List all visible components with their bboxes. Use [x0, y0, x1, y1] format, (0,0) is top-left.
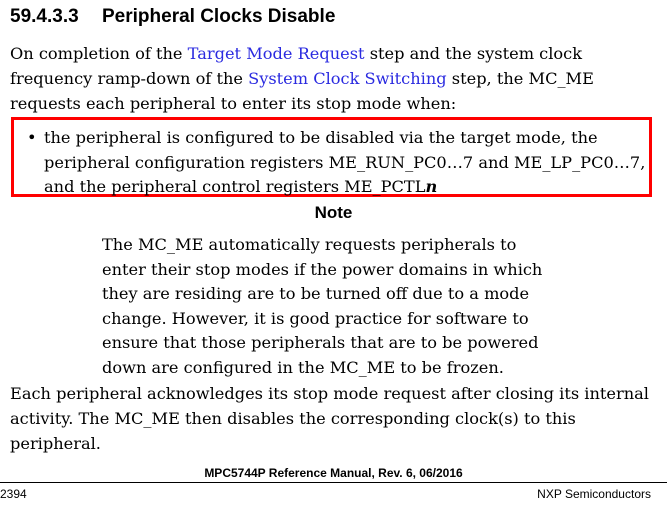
section-number: 59.4.3.3	[10, 6, 79, 27]
note-body: The MC_ME automatically requests peripherals to enter their stop modes if the power domains in which they are residing are to be turned off due to a mode change. However, it is good practice for software to ensure that those peripherals that are to be powered down are configured in the MC_ME to be frozen.	[102, 235, 543, 377]
note-title: Note	[314, 203, 353, 222]
footer-divider	[0, 482, 667, 483]
system-clock-switching-link[interactable]: System Clock Switching	[248, 69, 447, 88]
bullet-emphasis: n	[425, 177, 438, 196]
target-mode-request-link[interactable]: Target Mode Request	[187, 44, 365, 63]
intro-text-1: On completion of the	[10, 44, 188, 63]
intro-text-2: step and the system clock frequency ramp-down of the	[10, 44, 583, 88]
bullet-item	[44, 126, 648, 200]
section-heading	[10, 6, 335, 28]
intro-text-3: step, the MC_ME requests each peripheral to enter its stop mode when:	[10, 69, 594, 113]
publisher: NXP Semiconductors	[537, 487, 651, 501]
page-number: 2394	[0, 487, 27, 501]
closing-paragraph: Each peripheral acknowledges its stop mode request after closing its internal activity. The MC_ME then disables the corresponding clock(s) to this peripheral.	[10, 384, 649, 453]
highlight-box	[11, 117, 652, 197]
bullet-marker: •	[27, 128, 37, 147]
bullet-text: the peripheral is configured to be disabled via the target mode, the peripheral configuration registers ME_RUN_PC0…7 and ME_LP_PC0…7, and the peripheral control registers ME_PCTL	[44, 128, 646, 196]
section-title: Peripheral Clocks Disable	[102, 6, 336, 27]
intro-paragraph	[10, 41, 660, 116]
footer-title: MPC5744P Reference Manual, Rev. 6, 06/2016	[204, 466, 463, 480]
